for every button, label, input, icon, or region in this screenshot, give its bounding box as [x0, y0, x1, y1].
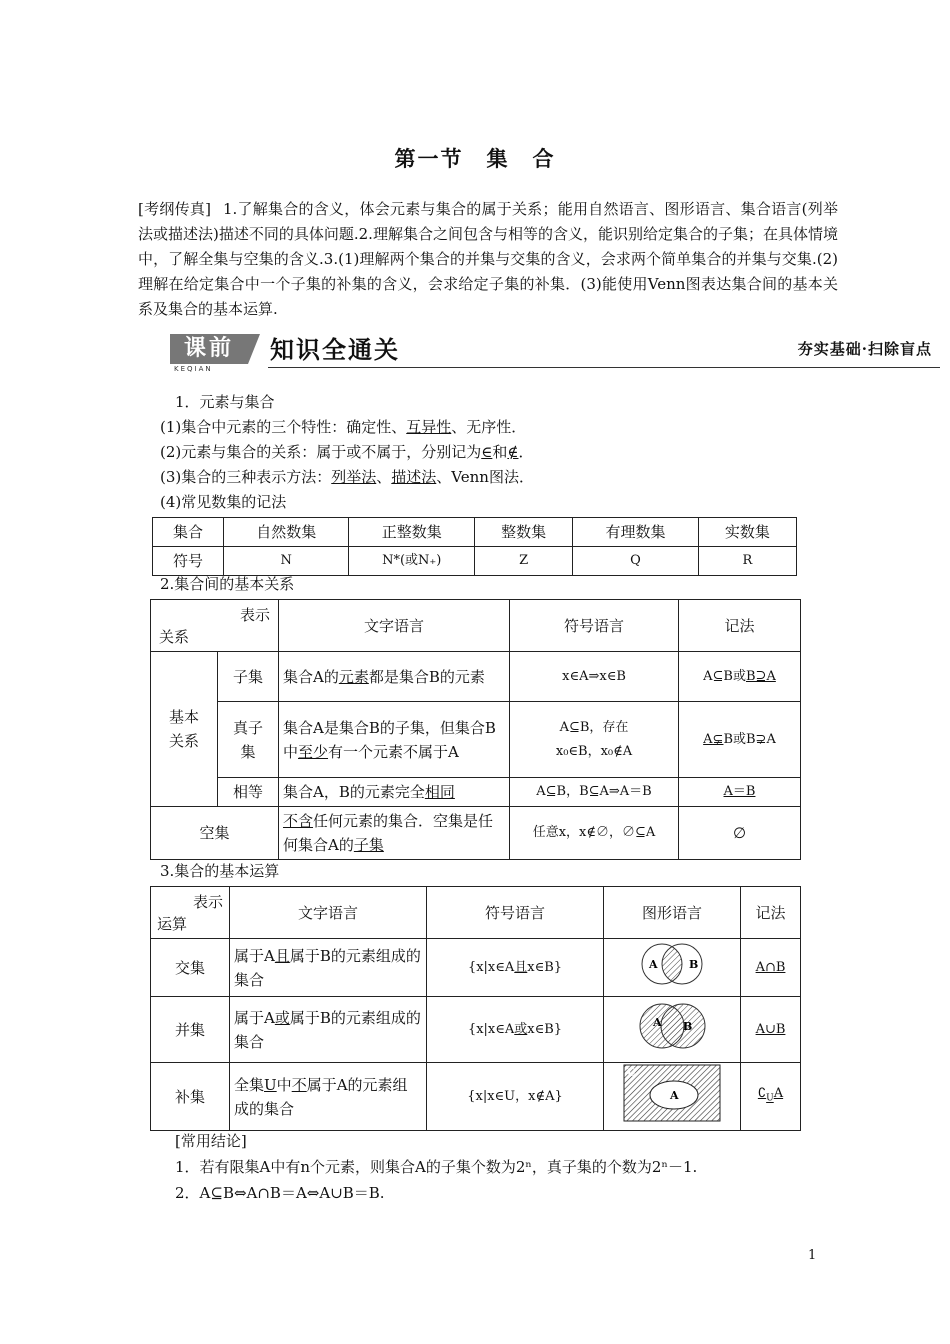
- table-cell: 子集: [218, 652, 279, 702]
- table-cell: A⊆B，B⊆A⇒A＝B: [510, 778, 679, 807]
- conclusion-1: 1．若有限集A中有n个元素，则集合A的子集个数为2ⁿ，真子集的个数为2ⁿ－1.: [175, 1158, 698, 1176]
- s1-line4: (4)常见数集的记法: [160, 493, 287, 511]
- table-cell: x∈A⇒x∈B: [510, 652, 679, 702]
- t: 不: [291, 1075, 307, 1094]
- s1-l2c: 和: [492, 443, 508, 461]
- t: 且: [514, 959, 528, 975]
- venn-a: A: [670, 1089, 679, 1102]
- banner-box: 课前: [170, 334, 248, 364]
- venn-b: B: [683, 1020, 693, 1033]
- page-title: 第一节 集 合: [394, 146, 556, 171]
- diag-top: 表示: [192, 892, 223, 911]
- t: 集合A的: [283, 667, 339, 686]
- t: 或: [514, 1021, 528, 1037]
- t: U: [766, 1093, 774, 1104]
- t: 真子集: [232, 718, 263, 761]
- t: {x|x∈A: [467, 959, 515, 975]
- t: A⊆B或: [703, 668, 746, 684]
- table-cell: [151, 652, 218, 807]
- venn-b: B: [689, 958, 699, 971]
- s2-heading: 2.集合间的基本关系: [160, 575, 295, 593]
- table-cell: 文字语言: [230, 887, 427, 939]
- number-sets-table: [152, 517, 797, 576]
- table-row: [151, 939, 801, 997]
- table-cell: 文字语言: [279, 600, 510, 652]
- conclusion-2: 2．A⊆B⇔A∩B＝A⇔A∪B＝B.: [175, 1184, 385, 1202]
- banner-right-text: 夯实基础·扫除盲点: [797, 340, 932, 358]
- t: 至少: [298, 742, 329, 761]
- t: 属于A: [234, 1008, 275, 1027]
- t: 都是集合B的元素: [368, 667, 485, 686]
- table-cell: A＝B: [679, 778, 801, 807]
- banner-triangle: [248, 334, 260, 364]
- table-row: [153, 547, 797, 576]
- t: 有一个元素不属于A: [328, 742, 459, 761]
- table-header-diag: [151, 600, 279, 652]
- table-row: [151, 1063, 801, 1131]
- table-cell: [218, 702, 279, 778]
- banner-rule: [268, 367, 940, 368]
- t: A: [773, 1086, 784, 1102]
- table-cell: [510, 702, 679, 778]
- venn-a: A: [653, 1016, 662, 1029]
- table-cell: 正整数集: [349, 518, 475, 547]
- s1-l2e: ．: [518, 443, 534, 461]
- table-cell: 并集: [151, 997, 230, 1063]
- t: 属于A的元素组成的集合: [234, 1075, 408, 1118]
- table-cell: Z: [474, 547, 572, 576]
- section-banner: [170, 330, 940, 374]
- table-cell: 自然数集: [223, 518, 349, 547]
- t: 任何元素的集合．空集是任何集合A的: [283, 812, 494, 854]
- t: 或: [274, 1008, 290, 1027]
- complement-venn: [604, 1063, 741, 1131]
- t: A: [703, 731, 713, 747]
- table-row: [151, 652, 801, 702]
- t: 属于A: [234, 946, 275, 965]
- table-cell: A∪B: [741, 997, 801, 1063]
- conclusions-label: [常用结论]: [175, 1132, 247, 1150]
- table-cell: [279, 807, 510, 860]
- table-cell: 符号语言: [427, 887, 604, 939]
- table-row: [151, 702, 801, 778]
- t: x∈B}: [527, 1021, 563, 1037]
- t: 集合A是集合B的子集，但集合B中: [283, 718, 496, 761]
- t: A⊆B，存在: [559, 719, 629, 735]
- table-cell: N*(或N₊): [349, 547, 475, 576]
- table-cell: 记法: [741, 887, 801, 939]
- syllabus-label: [考纲传真]: [138, 200, 211, 218]
- table-cell: [427, 939, 604, 997]
- table-cell: Q: [573, 547, 699, 576]
- s1-l3d: 描述法: [391, 468, 437, 486]
- union-venn: [604, 997, 741, 1063]
- s1-l2d: ∉: [507, 443, 519, 461]
- table-row: [151, 887, 801, 939]
- table-cell: 任意x，x∉∅，∅⊆A: [510, 807, 679, 860]
- proper-superset-icon: ⊋: [755, 731, 767, 747]
- table-cell: [279, 652, 510, 702]
- t: A: [766, 731, 776, 747]
- table-cell: [279, 778, 510, 807]
- s1-l3b: 列举法: [331, 468, 377, 486]
- complement-venn-icon: [622, 1063, 722, 1123]
- table-cell: [230, 939, 427, 997]
- t: 属于B的元素组成的集合: [234, 1008, 421, 1051]
- t: B或B: [723, 731, 756, 747]
- table-header-diag: [151, 887, 230, 939]
- intersection-venn-icon: [627, 939, 717, 989]
- operations-table: [150, 886, 801, 1131]
- table-cell: [679, 652, 801, 702]
- table-row: [151, 807, 801, 860]
- table-cell: ∅: [679, 807, 801, 860]
- group-label: 基本关系: [168, 708, 199, 750]
- table-row: [153, 518, 797, 547]
- table-cell: [279, 702, 510, 778]
- s1-l3e: 、Venn图法．: [436, 468, 534, 486]
- s1-l1a: (1)集合中元素的三个特性：确定性、: [160, 418, 407, 436]
- s1-l3a: (3)集合的三种表示方法：: [160, 468, 332, 486]
- table-cell: 记法: [679, 600, 801, 652]
- diag-left: 关系: [159, 627, 190, 646]
- syllabus-paragraph: [138, 197, 838, 322]
- t: {x|x∈A: [467, 1021, 515, 1037]
- intersection-venn: [604, 939, 741, 997]
- s1-line2: [160, 441, 534, 463]
- table-cell: 补集: [151, 1063, 230, 1131]
- table-cell: R: [698, 547, 796, 576]
- t: 属于B的元素组成的集合: [234, 946, 421, 989]
- venn-a: A: [649, 958, 658, 971]
- s1-l2b: ∈: [481, 443, 493, 461]
- table-cell: 集合: [153, 518, 224, 547]
- s1-line3: [160, 466, 534, 488]
- table-row: [151, 997, 801, 1063]
- table-cell: 交集: [151, 939, 230, 997]
- t: 不含: [283, 812, 314, 830]
- s1-l3c: 、: [376, 468, 392, 486]
- diag-left: 运算: [157, 914, 188, 933]
- t: 中: [276, 1075, 292, 1094]
- t: 子集: [353, 836, 384, 854]
- t: 全集: [234, 1075, 265, 1094]
- table-cell: 符号: [153, 547, 224, 576]
- banner-heading: 知识全通关: [270, 336, 400, 364]
- t: ∁: [757, 1086, 767, 1102]
- table-row: [151, 778, 801, 807]
- table-cell: 有理数集: [573, 518, 699, 547]
- table-cell: A∩B: [741, 939, 801, 997]
- s3-heading: 3.集合的基本运算: [160, 862, 280, 880]
- t: 集合A，B的元素完全: [283, 783, 425, 801]
- s1-heading: 1．元素与集合: [175, 393, 275, 411]
- table-cell: N: [223, 547, 349, 576]
- table-cell: [230, 997, 427, 1063]
- diag-top: 表示: [239, 605, 270, 624]
- table-cell: 整数集: [474, 518, 572, 547]
- table-cell: 实数集: [698, 518, 796, 547]
- t: x∈B}: [527, 959, 563, 975]
- table-cell: {x|x∈U，x∉A}: [427, 1063, 604, 1131]
- table-cell: [679, 702, 801, 778]
- t: B⊇A: [746, 668, 776, 684]
- s1-l1b: 互异性: [406, 418, 452, 436]
- table-cell: [427, 997, 604, 1063]
- relations-table: [150, 599, 801, 860]
- t: 相同: [424, 783, 455, 801]
- t: 元素: [338, 667, 369, 686]
- page-number: 1: [808, 1248, 817, 1263]
- table-cell: 空集: [151, 807, 279, 860]
- union-venn-icon: [627, 998, 717, 1054]
- s1-l2a: (2)元素与集合的关系：属于或不属于，分别记为: [160, 443, 482, 461]
- table-cell: 图形语言: [604, 887, 741, 939]
- venn-u: U: [627, 1068, 636, 1079]
- table-cell: 相等: [218, 778, 279, 807]
- banner-subtitle: KEQIAN: [174, 365, 213, 373]
- s1-line1: [160, 416, 526, 438]
- t: x₀∈B，x₀∉A: [555, 743, 633, 759]
- syllabus-text: 1.了解集合的含义，体会元素与集合的属于关系；能用自然语言、图形语言、集合语言(列举法或描述法)描述不同的具体问题.2.理解集合之间包含与相等的含义，能识别给定集合的子集；在具体情境中，了解全集与空集的含义.3.(1)理解两个集合的并集与交集的含义，会求两个简单集合的并集与交集.(2)理解在给定集合中一个子集的补集的含义，会求给定子集的补集．(3)能使用Venn图表达集合间的基本关系及集合的基本运算.: [138, 200, 838, 318]
- t: U: [264, 1075, 277, 1094]
- table-cell: 符号语言: [510, 600, 679, 652]
- table-cell: [230, 1063, 427, 1131]
- s1-l1c: 、无序性．: [451, 418, 527, 436]
- proper-subset-icon: ⊊: [712, 731, 724, 747]
- table-row: [151, 600, 801, 652]
- table-cell: [741, 1063, 801, 1131]
- t: 且: [274, 946, 290, 965]
